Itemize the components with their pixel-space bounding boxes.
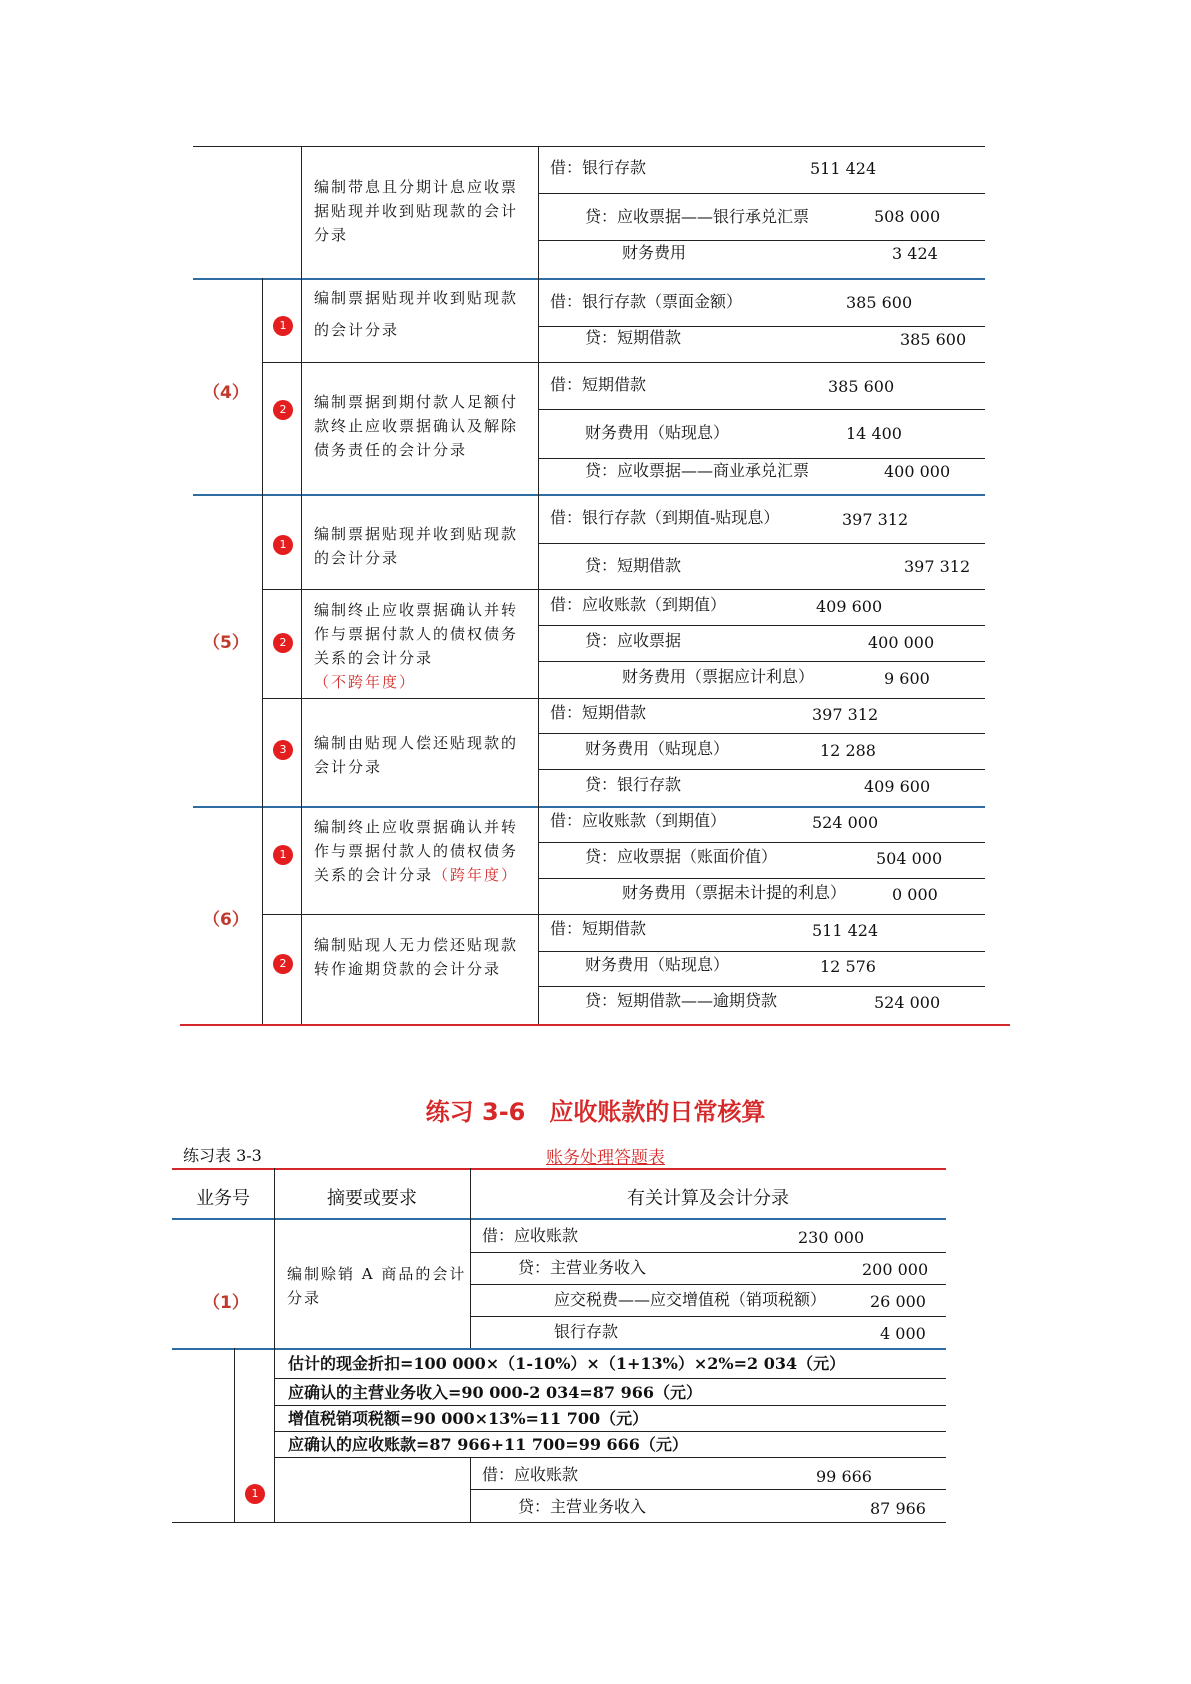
entry-label: 贷：应收票据 [585, 631, 682, 650]
group6a-desc-note: （跨年度） [433, 866, 519, 884]
calc-line-3: 增值税销项税额=90 000×13%=11 700（元） [288, 1409, 649, 1428]
step-badge-2: 2 [273, 400, 293, 420]
entry-amount: 397 312 [904, 557, 971, 576]
group5b-desc-note: （不跨年度） [314, 673, 417, 691]
group6a-desc-text: 编制终止应收票据确认并转作与票据付款人的债权债务关系的会计分录 [314, 818, 519, 884]
entry-label: 借：应收账款 [482, 1465, 579, 1484]
entry-amount: 4 000 [880, 1324, 926, 1343]
entry-label: 借：应收账款（到期值） [550, 595, 727, 614]
calc-line-4: 应确认的应收账款=87 966+11 700=99 666（元） [288, 1435, 688, 1454]
step-badge-2: 2 [273, 954, 293, 974]
entry-amount: 511 424 [812, 921, 879, 940]
entry-label: 财务费用（贴现息） [585, 739, 730, 758]
entry-amount: 14 400 [846, 424, 902, 443]
header-col-summary: 摘要或要求 [327, 1188, 417, 1209]
step-badge-3: 3 [273, 740, 293, 760]
section-title: 练习 3-6 应收账款的日常核算 [425, 1098, 766, 1126]
calc-line-2: 应确认的主营业务收入=90 000-2 034=87 966（元） [288, 1383, 703, 1402]
entry-label: 贷：主营业务收入 [518, 1497, 647, 1516]
step-badge-1: 1 [245, 1484, 265, 1504]
entry-amount: 200 000 [862, 1260, 929, 1279]
entry-amount: 524 000 [812, 813, 879, 832]
calc-line-1: 估计的现金折扣=100 000×（1-10%）×（1+13%）×2%=2 034（元） [288, 1354, 846, 1373]
entry-amount: 508 000 [874, 207, 941, 226]
entry-label: 借：应收账款 [482, 1226, 579, 1245]
entry-amount: 3 424 [892, 244, 938, 263]
entry-label: 应交税费——应交增值税（销项税额） [554, 1290, 827, 1309]
entry-amount: 9 600 [884, 669, 930, 688]
entry-amount: 409 600 [816, 597, 883, 616]
entry-label: 贷：短期借款——逾期贷款 [585, 991, 778, 1010]
group5a-desc: 编制票据贴现并收到贴现款的会计分录 [314, 525, 519, 567]
entry-amount: 400 000 [884, 462, 951, 481]
entry-amount: 524 000 [874, 993, 941, 1012]
row1-desc: 编制赊销 A 商品的会计分录 [287, 1265, 467, 1307]
entry-label: 借：银行存款（票面金额） [550, 292, 743, 311]
entry-label: 财务费用（票据应计利息） [622, 667, 815, 686]
entry-label: 借：短期借款 [550, 375, 647, 394]
entry-label: 银行存款 [554, 1322, 619, 1341]
row0-desc: 编制带息且分期计息应收票据贴现并收到贴现款的会计分录 [314, 178, 519, 244]
entry-label: 贷：短期借款 [585, 556, 682, 575]
entry-label: 贷：短期借款 [585, 328, 682, 347]
entry-amount: 26 000 [870, 1292, 926, 1311]
step-badge-1: 1 [273, 845, 293, 865]
group5b-desc [314, 598, 534, 694]
step-badge-1: 1 [273, 316, 293, 336]
entry-label: 财务费用（贴现息） [585, 423, 730, 442]
entry-amount: 400 000 [868, 633, 935, 652]
group4a-desc: 编制票据贴现并收到贴现款的会计分录 [314, 289, 519, 339]
header-col-number: 业务号 [196, 1188, 250, 1209]
entry-amount: 12 288 [820, 741, 876, 760]
table-title: 账务处理答题表 [546, 1148, 665, 1168]
group6b-desc: 编制贴现人无力偿还贴现款转作逾期贷款的会计分录 [314, 936, 519, 978]
entry-amount: 397 312 [812, 705, 879, 724]
entry-label: 贷：应收票据——商业承兑汇票 [585, 461, 810, 480]
group5b-desc-text: 编制终止应收票据确认并转作与票据付款人的债权债务关系的会计分录 [314, 601, 519, 667]
header-col-entries: 有关计算及会计分录 [627, 1188, 789, 1209]
entry-label: 贷：银行存款 [585, 775, 682, 794]
entry-label: 借：短期借款 [550, 919, 647, 938]
entry-label: 借：银行存款 [550, 158, 647, 177]
entry-label: 借：银行存款（到期值-贴现息） [550, 508, 780, 527]
entry-label: 借：应收账款（到期值） [550, 811, 727, 830]
entry-label: 财务费用（票据未计提的利息） [622, 883, 847, 902]
entry-amount: 99 666 [816, 1467, 872, 1486]
entry-amount: 0 000 [892, 885, 938, 904]
entry-amount: 385 600 [900, 330, 967, 349]
group6a-desc [314, 815, 534, 887]
entry-amount: 504 000 [876, 849, 943, 868]
entry-amount: 397 312 [842, 510, 909, 529]
group5c-desc: 编制由贴现人偿还贴现款的会计分录 [314, 734, 519, 776]
step-badge-2: 2 [273, 633, 293, 653]
entry-amount: 385 600 [828, 377, 895, 396]
group-label-5: （5） [203, 633, 249, 653]
entry-label: 贷：主营业务收入 [518, 1258, 647, 1277]
entry-label: 贷：应收票据——银行承兑汇票 [585, 207, 810, 226]
entry-label: 借：短期借款 [550, 703, 647, 722]
table-label: 练习表 3-3 [183, 1146, 262, 1165]
group4b-desc: 编制票据到期付款人足额付款终止应收票据确认及解除债务责任的会计分录 [314, 393, 519, 459]
entry-amount: 87 966 [870, 1499, 926, 1518]
entry-amount: 385 600 [846, 293, 913, 312]
row-label-1: （1） [203, 1293, 249, 1313]
entry-label: 财务费用 [622, 243, 687, 262]
step-badge-1: 1 [273, 535, 293, 555]
entry-amount: 511 424 [810, 159, 877, 178]
entry-label: 财务费用（贴现息） [585, 955, 730, 974]
entry-amount: 12 576 [820, 957, 876, 976]
entry-amount: 409 600 [864, 777, 931, 796]
entry-amount: 230 000 [798, 1228, 865, 1247]
group-label-6: （6） [203, 910, 249, 930]
entry-label: 贷：应收票据（账面价值） [585, 847, 778, 866]
group-label-4: （4） [203, 383, 249, 403]
